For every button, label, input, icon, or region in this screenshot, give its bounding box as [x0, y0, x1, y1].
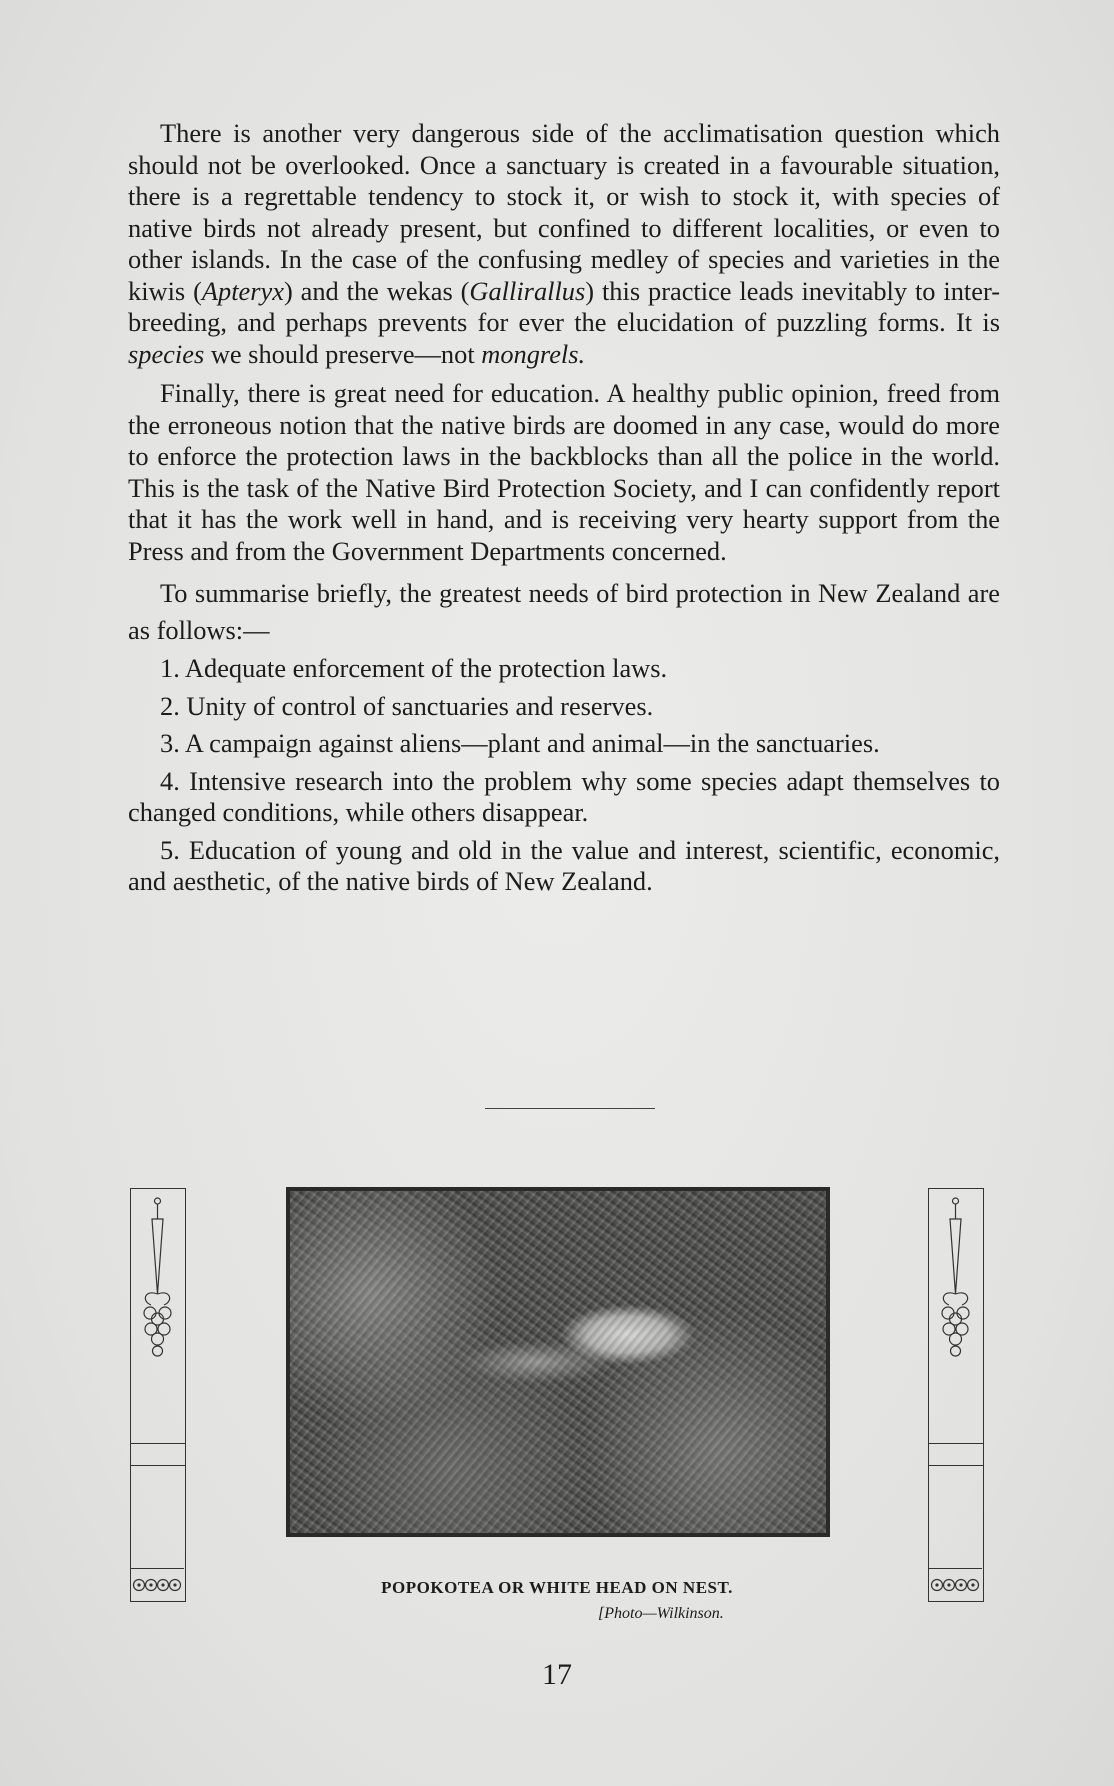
paragraph-education: Finally, there is great need for education. A healthy public opinion, freed from the erroneous notion that the native birds are doomed in any case, would do more to enforce the protection laws in the backblocks than all the police in the world. This is the task of the Native Bird Protection Society, and I can confidently report that it has the work well in hand, and is receiving very hearty support from the Press and from the Government Departments concerned. — [128, 378, 1000, 566]
need-item-5: 5. Education of young and old in the value and interest, scientific, economic, and aesthetic, of the native birds of New Zealand. — [128, 834, 1000, 896]
need-item-1: 1. Adequate enforcement of the protection laws. — [160, 653, 668, 683]
paragraph-acclimatisation — [128, 118, 1000, 370]
bird-nest-photo — [286, 1187, 830, 1537]
figure-caption: POPOKOTEA OR WHITE HEAD ON NEST. — [381, 1578, 733, 1597]
paragraph-text: ) and the wekas ( — [283, 275, 470, 306]
need-item-2: 2. Unity of control of sanctuaries and reserves. — [160, 690, 654, 721]
paragraph-text: ) this practice leads inevitably to inter-breeding, and perhaps prevents for ever the elucidation of puzzling forms. It is — [128, 275, 1001, 337]
left-ornament-panel — [130, 1188, 186, 1602]
section-divider — [485, 1108, 655, 1109]
need-item-4: 4. Intensive research into the problem why some species adapt themselves to changed conditions, while others disappear. — [128, 765, 1000, 827]
genus-apteryx: Apteryx — [201, 275, 284, 306]
body-text — [128, 118, 1000, 904]
genus-gallirallus: Gallirallus — [469, 275, 586, 306]
paragraph-text: we should preserve—not — [204, 338, 482, 369]
emphasis-mongrels: mongrels. — [481, 338, 586, 369]
page-number: 17 — [542, 1658, 572, 1691]
panel-line — [131, 1465, 185, 1466]
paragraph-text: There is another very dangerous side of the acclimatisation question which should not be overlooked. Once a sanctuary is created in a favourable situation, there is a regrettable tendency to stock it, or wish to stock it, with species of native birds not already present, but confined to different localities, or even to other islands. In the case of the confusing medley of species and varieties in the kiwis ( — [128, 118, 1000, 306]
panel-line — [131, 1443, 185, 1444]
grape-ornament-icon — [929, 1189, 982, 1409]
need-item-3: 3. A campaign against aliens—plant and animal—in the sanctuaries. — [160, 728, 880, 758]
panel-line — [929, 1443, 983, 1444]
photo-texture — [290, 1191, 826, 1533]
emphasis-species: species — [128, 338, 205, 369]
photo-credit: [Photo—Wilkinson. — [598, 1605, 724, 1622]
grape-ornament-icon — [131, 1189, 184, 1409]
paragraph-summary: To summarise briefly, the greatest needs of bird protection in New Zealand are as follows:— — [128, 578, 1000, 645]
needs-list — [128, 653, 1000, 898]
panel-line — [929, 1465, 983, 1466]
right-ornament-panel — [928, 1188, 984, 1602]
